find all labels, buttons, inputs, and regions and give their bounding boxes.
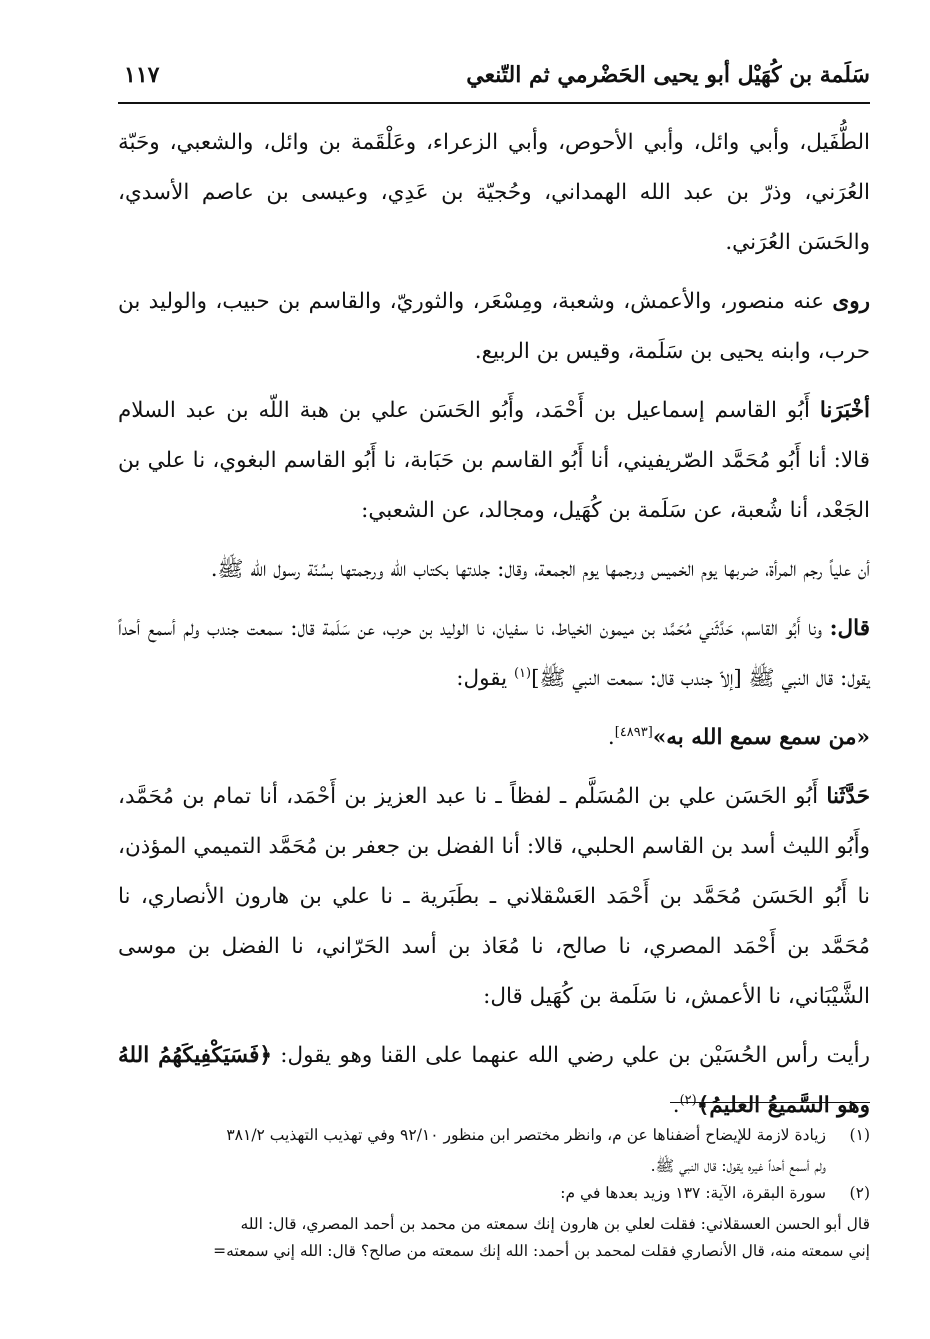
footnote-text: سورة البقرة، الآية: ١٣٧ وزيد بعدها في م: xyxy=(560,1184,826,1202)
paragraph-text: أَبُو الحَسَن علي بن المُسَلَّم ـ لفظاً ـ نا عبد العزيز بن أَحْمَد، أنا تمام بن مُحَمَّد، وأَبُو الليث أسد بن القاسم الحلبي، قالا: أنا الفضل بن جعفر بن مُحَمَّد التميمي المؤذن، نا أَبُو الحَسَن مُحَمَّد بن أَحْمَد العَسْقلاني ـ بطَبَرية ـ نا علي بن هارون الأنصاري، نا مُحَمَّد بن أَحْمَد المصري، نا صالح، نا مُعَاذ بن أسد الحَرّاني، نا الفضل بن موسى الشَّيْبَاني، نا الأعمش، نا سَلَمة بن كُهَيل قال: xyxy=(118,784,870,1009)
footnote-text: قال أبو الحسن العسقلاني: فقلت لعلي بن هارون إنك سمعته من محمد بن أحمد المصري، قال: الله xyxy=(240,1215,870,1233)
footnote-1-continuation xyxy=(100,1153,826,1180)
paragraph-lead-word: قال: xyxy=(829,616,870,641)
paragraph-isnad-2 xyxy=(118,604,870,704)
paragraph-end-mark: . xyxy=(672,1093,680,1118)
paragraph-lead-word: روى xyxy=(832,289,870,314)
page-number: ١١٧ xyxy=(124,62,160,88)
footnote-ref-2[interactable]: (٢) xyxy=(679,1092,697,1108)
paragraph-end-mark: . xyxy=(607,725,615,750)
paragraph-text: أن علياً رجم المرأة، ضربها يوم الخميس ورجمها يوم الجمعة، وقال: جلدتها بكتاب الله ورجمتها بسُنّة رسول الله ﷺ. xyxy=(210,557,870,582)
paragraph-lead-word: حَدَّثَنا xyxy=(826,784,870,809)
footnote-2-continuation xyxy=(100,1211,870,1238)
quran-verse: ﴿فَسَيَكْفِيكَهُمُ اللهُ وهو السَّميعُ العليمُ﴾ xyxy=(118,1043,870,1118)
footnote-ref-1[interactable]: (١) xyxy=(513,665,532,681)
paragraph-lead-word: أخْبَرَنا xyxy=(819,398,870,423)
paragraph-text: ونا أَبُو القاسم، حَدَّثَني مُحَمَّد بن ميمون الخياط، نا سفيان، نا الوليد بن حرب، عن سَلَمة قال: سمعت جندب ولم أسمع أحداً يقول: قال النبي ﷺ [إلاّ جندب قال: سمعت النبي ﷺ] xyxy=(118,616,870,691)
hadith-number: [٤٨٩٣] xyxy=(614,724,653,740)
running-title: سَلَمة بن كُهَيْل أبو يحيى الحَضْرمي ثم التّنعي xyxy=(466,62,870,88)
paragraph-text: أَبُو القاسم إسماعيل بن أَحْمَد، وأَبُو الحَسَن علي بن هبة اللّه بن عبد السلام قالا: أنا أَبُو مُحَمَّد الصّريفيني، أنا أَبُو القاسم بن حَبَابة، نا أَبُو القاسم البغوي، نا علي بن الجَعْد، أنا شُعبة، عن سَلَمة بن كُهَيل، ومجالد، عن الشعبي: xyxy=(118,398,870,523)
paragraph-text: يقول: xyxy=(456,666,514,691)
footnote-text: ولم أسمع أحداً غيره يقول: قال النبي ﷺ. xyxy=(650,1157,826,1175)
footnote-2-continuation xyxy=(100,1238,870,1265)
paragraph-matn-2 xyxy=(118,1031,870,1131)
footnote-1 xyxy=(100,1122,870,1149)
footnote-number: (٢) xyxy=(849,1184,870,1202)
main-text xyxy=(118,118,870,1140)
paragraph-text: عنه منصور، والأعمش، وشعبة، ومِسْعَر، والثوريّ، والقاسم بن حبيب، والوليد بن حرب، وابنه يحيى بن سَلَمة، وقيس بن الربيع. xyxy=(118,289,870,364)
page-header xyxy=(118,52,870,104)
paragraph-narrators xyxy=(118,277,870,377)
footnote-number: (١) xyxy=(849,1126,870,1144)
paragraph-matn-1 xyxy=(118,545,870,595)
footnote-divider xyxy=(670,1102,870,1103)
paragraph-teachers xyxy=(118,118,870,268)
paragraph-hadith-quote xyxy=(118,713,870,763)
paragraph-isnad-3 xyxy=(118,772,870,1022)
paragraph-text: رأيت رأس الحُسَيْن بن علي رضي الله عنهما على القنا وهو يقول: xyxy=(271,1043,870,1068)
footnote-2 xyxy=(100,1180,870,1207)
footnote-text: إني سمعته منه، قال الأنصاري فقلت لمحمد بن أحمد: الله إنك سمعته من صالح؟ قال: الله إني سمعته= xyxy=(213,1242,870,1260)
paragraph-isnad-1 xyxy=(118,386,870,536)
hadith-quote: «من سمع سمع الله به» xyxy=(652,725,870,750)
footnotes xyxy=(100,1122,870,1265)
footnote-text: زيادة لازمة للإيضاح أضفناها عن م، وانظر مختصر ابن منظور ٩٢/١٠ وفي تهذيب التهذيب ٣٨١/٢ xyxy=(226,1126,826,1144)
paragraph-text: الطُّفَيل، وأبي وائل، وأبي الأحوص، وأبي الزعراء، وعَلْقَمة بن وائل، والشعبي، وحَبّة العُرَني، وذرّ بن عبد الله الهمداني، وحُجيّة بن عَدِي، وعيسى بن عاصم الأسدي، والحَسَن العُرَني. xyxy=(118,130,870,255)
